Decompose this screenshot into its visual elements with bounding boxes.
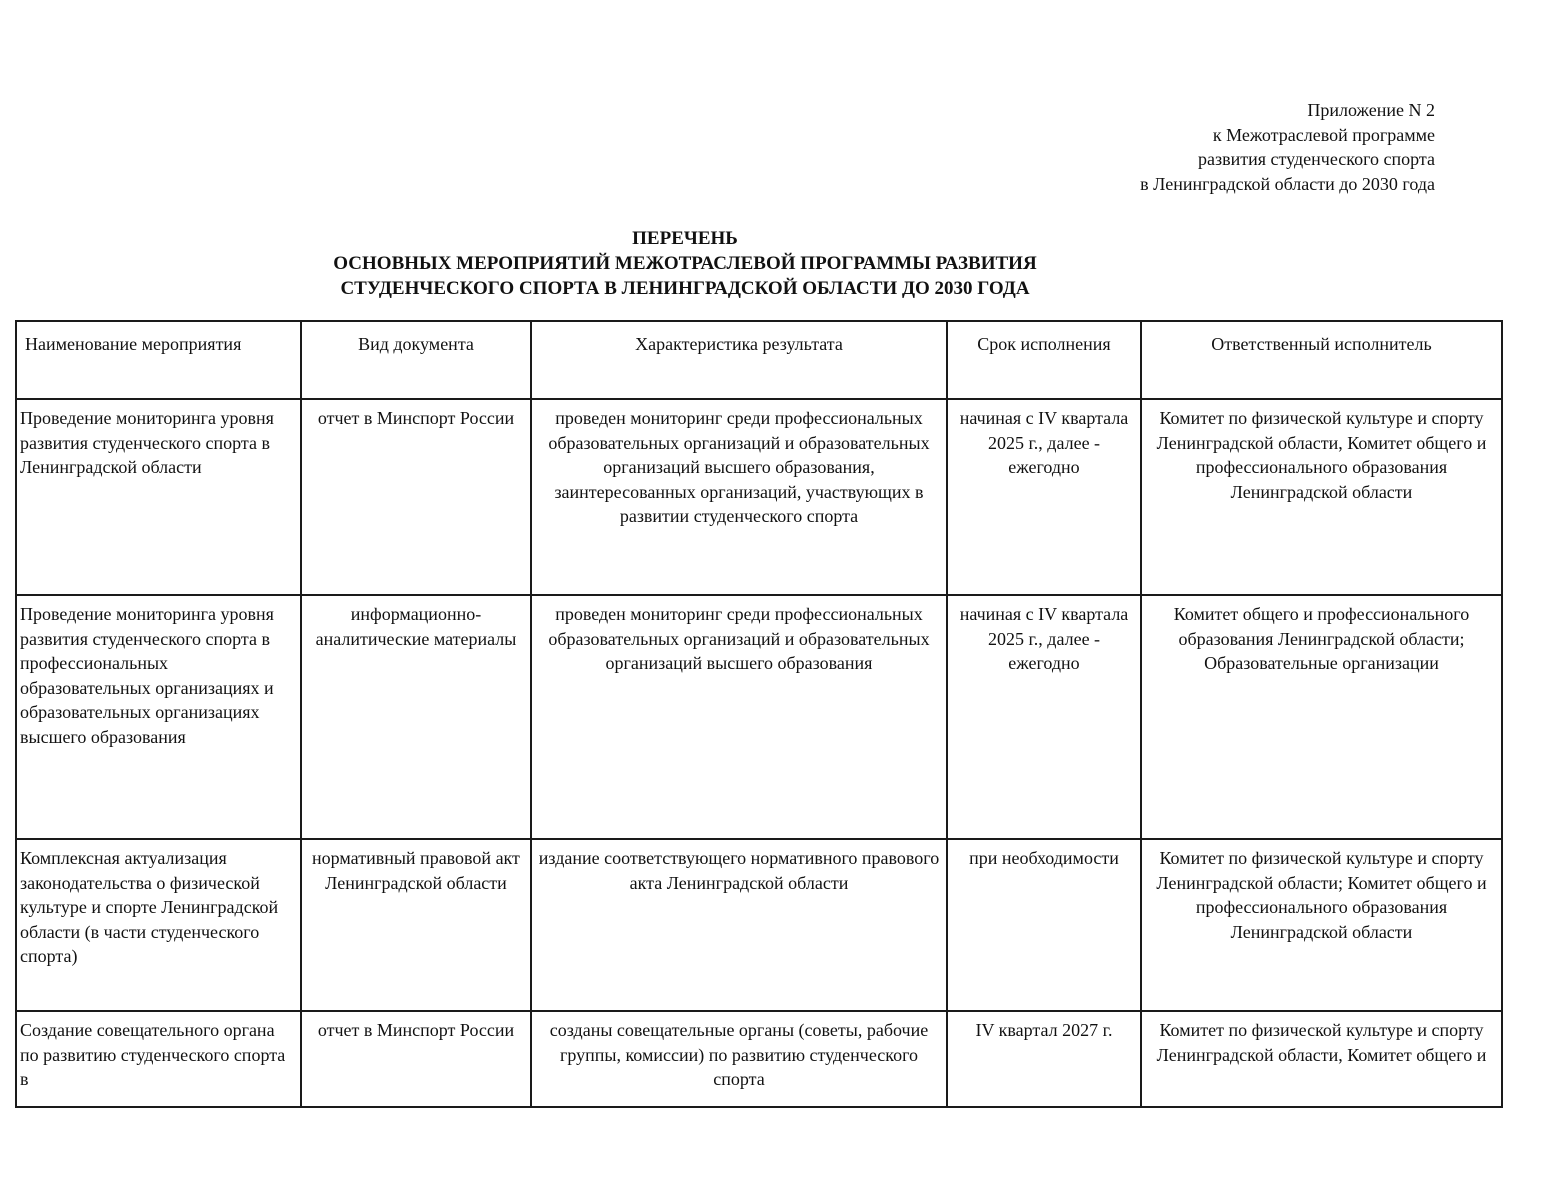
cell-name: Создание совещательного органа по развитию студенческого спорта в xyxy=(16,1011,301,1107)
appendix-header xyxy=(1140,98,1435,196)
cell-result: проведен мониторинг среди профессиональных образовательных организаций и образовательных организаций высшего образования, заинтересованных организаций, участвующих в развитии студенческого спорта xyxy=(531,399,947,595)
cell-name: Комплексная актуализация законодательства о физической культуре и спорте Ленинградской области (в части студенческого спорта) xyxy=(16,839,301,1011)
cell-deadline: при необходимости xyxy=(947,839,1141,1011)
cell-document: информационно-аналитические материалы xyxy=(301,595,531,839)
cell-executor: Комитет общего и профессионального образования Ленинградской области; Образовательные организации xyxy=(1141,595,1502,839)
appendix-line: Приложение N 2 xyxy=(1307,100,1435,120)
cell-deadline: начиная с IV квартала 2025 г., далее - ежегодно xyxy=(947,399,1141,595)
header-name: Наименование мероприятия xyxy=(16,321,301,399)
title-line: ПЕРЕЧЕНЬ xyxy=(632,228,738,249)
cell-document: отчет в Минспорт России xyxy=(301,399,531,595)
cell-name: Проведение мониторинга уровня развития студенческого спорта в профессиональных образовательных организациях и образовательных организациях высшего образования xyxy=(16,595,301,839)
activities-table xyxy=(15,320,1503,1108)
cell-executor: Комитет по физической культуре и спорту Ленинградской области; Комитет общего и профессионального образования Ленинградской области xyxy=(1141,839,1502,1011)
cell-document: отчет в Минспорт России xyxy=(301,1011,531,1107)
table-row xyxy=(16,1011,1502,1107)
cell-result: издание соответствующего нормативного правового акта Ленинградской области xyxy=(531,839,947,1011)
document-title xyxy=(230,226,1140,301)
cell-document: нормативный правовой акт Ленинградской области xyxy=(301,839,531,1011)
header-result: Характеристика результата xyxy=(531,321,947,399)
cell-result: проведен мониторинг среди профессиональных образовательных организаций и образовательных организаций высшего образования xyxy=(531,595,947,839)
table-row xyxy=(16,399,1502,595)
table-header-row xyxy=(16,321,1502,399)
table-row xyxy=(16,595,1502,839)
title-line: СТУДЕНЧЕСКОГО СПОРТА В ЛЕНИНГРАДСКОЙ ОБЛАСТИ ДО 2030 ГОДА xyxy=(340,278,1030,299)
cell-executor: Комитет по физической культуре и спорту Ленинградской области, Комитет общего и xyxy=(1141,1011,1502,1107)
cell-deadline: начиная с IV квартала 2025 г., далее - ежегодно xyxy=(947,595,1141,839)
cell-result: созданы совещательные органы (советы, рабочие группы, комиссии) по развитию студенческого спорта xyxy=(531,1011,947,1107)
table-row xyxy=(16,839,1502,1011)
cell-executor: Комитет по физической культуре и спорту Ленинградской области, Комитет общего и профессионального образования Ленинградской области xyxy=(1141,399,1502,595)
header-deadline: Срок исполнения xyxy=(947,321,1141,399)
header-executor: Ответственный исполнитель xyxy=(1141,321,1502,399)
header-document: Вид документа xyxy=(301,321,531,399)
appendix-line: развития студенческого спорта xyxy=(1198,149,1435,169)
appendix-line: в Ленинградской области до 2030 года xyxy=(1140,173,1435,194)
appendix-line: к Межотраслевой программе xyxy=(1212,124,1435,145)
cell-name: Проведение мониторинга уровня развития студенческого спорта в Ленинградской области xyxy=(16,399,301,595)
cell-deadline: IV квартал 2027 г. xyxy=(947,1011,1141,1107)
title-line: ОСНОВНЫХ МЕРОПРИЯТИЙ МЕЖОТРАСЛЕВОЙ ПРОГРАММЫ РАЗВИТИЯ xyxy=(333,253,1037,274)
